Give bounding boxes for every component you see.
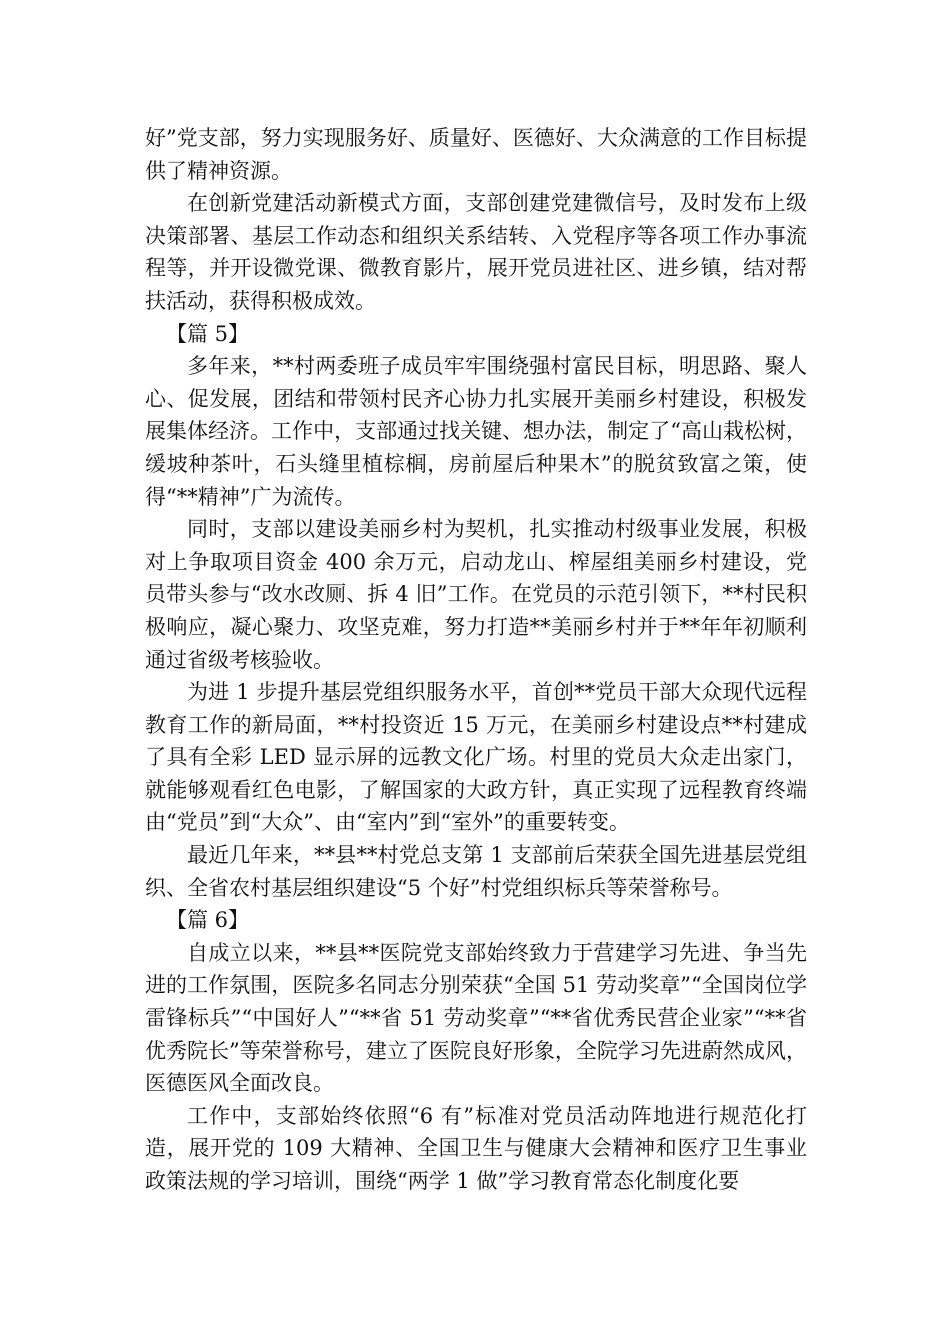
paragraph-village-goals: 多年来，**村两委班子成员牢牢围绕强村富民目标，明思路、聚人心、促发展，团结和带领村民齐心协力扎实展开美丽乡村建设，积极发展集体经济。工作中，支部通过找关键、想办法，制定了“高山栽松树，缓坡种茶叶，石头缝里植棕榈，房前屋后种果木”的脱贫致富之策，使得“**精神”广为流传。 <box>145 354 807 509</box>
section-heading-5: 【篇 5】 <box>166 321 250 346</box>
paragraph-wechat-platform: 在创新党建活动新模式方面，支部创建党建微信号，及时发布上级决策部署、基层工作动态和组织关系结转、入党程序等各项工作办事流程等，并开设微党课、微教育影片，展开党员进社区、进乡镇，结对帮扶活动，获得积极成效。 <box>145 191 807 313</box>
paragraph-hospital-atmosphere: 自成立以来，**县**医院党支部始终致力于营建学习先进、争当先进的工作氛围，医院多名同志分别荣获“全国 51 劳动奖章”“全国岗位学雷锋标兵”“中国好人”“**省 51 劳动奖章”“**省优秀民营企业家”“**省优秀院长”等荣誉称号，建立了医院良好形象，全院学习先进蔚然成风，医德医风全面改良。 <box>145 940 807 1096</box>
paragraph-beautiful-village: 同时，支部以建设美丽乡村为契机，扎实推动村级事业发展，积极对上争取项目资金 400 余万元，启动龙山、榨屋组美丽乡村建设，党员带头参与“改水改厕、拆 4 旧”工作。在党员的示范引领下，**村民积极响应，凝心聚力、攻坚克难，努力打造**美丽乡村并于**年年初顺利通过省级考核验收。 <box>145 517 807 672</box>
paragraph-remote-education: 为进 1 步提升基层党组织服务水平，首创**党员干部大众现代远程教育工作的新局面，**村投资近 15 万元，在美丽乡村建设点**村建成了具有全彩 LED 显示屏的远教文化广场。村里的党员大众走出家门，就能够观看红色电影，了解国家的大政方针，真正实现了远程教育终端由“党员”到“大众”、由“室内”到“室外”的重要转变。 <box>145 680 807 835</box>
paragraph-hospital-work: 工作中，支部始终依照“6 有”标准对党员活动阵地进行规范化打造，展开党的 109 大精神、全国卫生与健康大会精神和医疗卫生事业政策法规的学习培训，围绕“两学 1 做”学习教育常态化制度化要 <box>145 1103 807 1193</box>
section-heading-6: 【篇 6】 <box>166 908 250 933</box>
document-page <box>145 122 807 1198</box>
paragraph-continuation: 好”党支部，努力实现服务好、质量好、医德好、大众满意的工作目标提供了精神资源。 <box>145 126 807 183</box>
paragraph-honors: 最近几年来，**县**村党总支第 1 支部前后荣获全国先进基层党组织、全省农村基层组织建设“5 个好”村党组织标兵等荣誉称号。 <box>145 843 807 900</box>
